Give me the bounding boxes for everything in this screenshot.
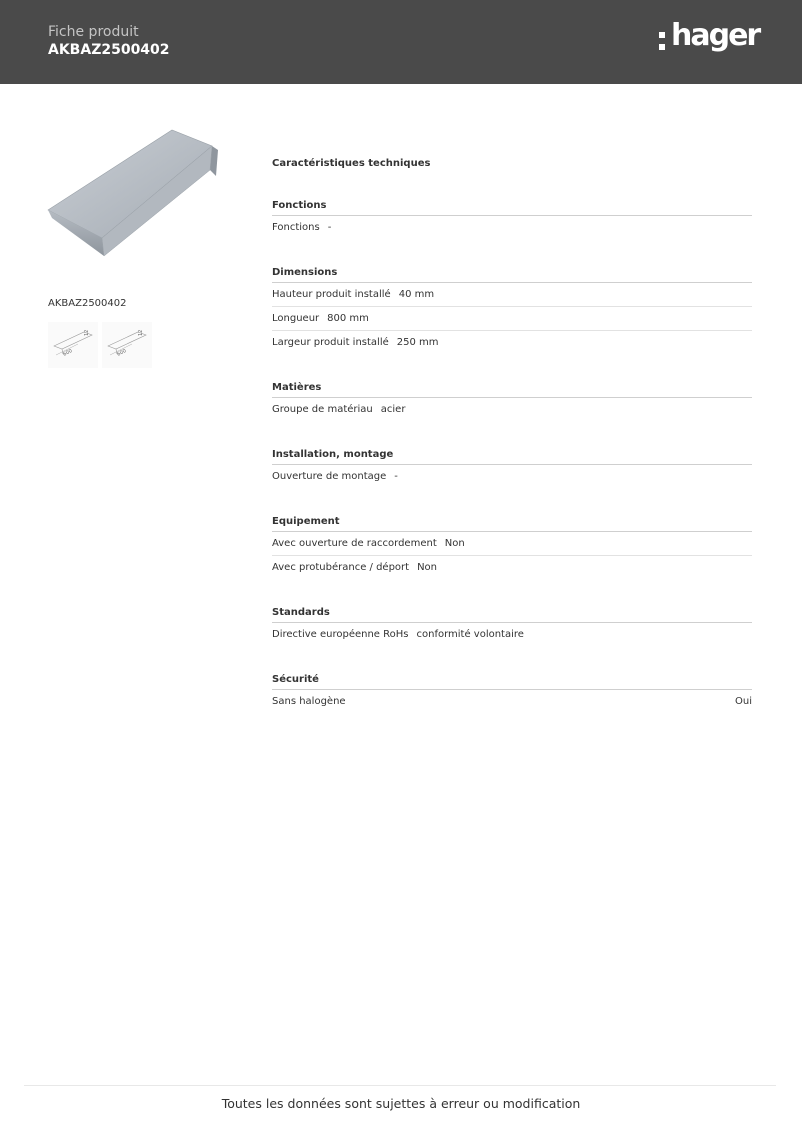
spec-value: acier xyxy=(380,404,406,415)
spec-group-title: Fonctions xyxy=(272,194,752,216)
spec-value: 250 mm xyxy=(396,337,439,348)
spec-row xyxy=(272,465,752,488)
spec-group-title: Sécurité xyxy=(272,668,752,690)
logo-dot-icon xyxy=(659,32,665,38)
technical-specifications xyxy=(272,150,752,713)
spec-label: Longueur xyxy=(272,313,320,324)
product-reference: AKBAZ2500402 xyxy=(48,298,127,309)
spec-row xyxy=(272,556,752,579)
spec-row xyxy=(272,398,752,421)
spec-value: 800 mm xyxy=(327,313,369,324)
spec-label: Avec ouverture de raccordement xyxy=(272,538,437,549)
logo-text: hager xyxy=(671,18,760,53)
spec-row-content xyxy=(272,562,437,573)
spec-label: Largeur produit installé xyxy=(272,337,389,348)
document-reference: AKBAZ2500402 xyxy=(48,42,170,58)
spec-group xyxy=(272,668,752,713)
spec-value: Non xyxy=(444,538,465,549)
spec-group-title: Equipement xyxy=(272,510,752,532)
spec-label: Ouverture de montage xyxy=(272,471,387,482)
spec-group-title: Standards xyxy=(272,601,752,623)
hager-logo xyxy=(655,18,760,60)
dimension-drawing-thumbnail[interactable] xyxy=(48,322,98,368)
dimension-label: 12 xyxy=(138,329,144,336)
spec-row-content xyxy=(272,313,369,324)
spec-label: Avec protubérance / déport xyxy=(272,562,410,573)
spec-group xyxy=(272,194,752,239)
spec-label: Fonctions xyxy=(272,222,320,233)
spec-value: Non xyxy=(417,562,438,573)
spec-label: Hauteur produit installé xyxy=(272,289,391,300)
spec-row-content xyxy=(272,222,331,233)
spec-group xyxy=(272,601,752,646)
spec-row-content xyxy=(272,629,524,640)
spec-group xyxy=(272,261,752,354)
spec-groups xyxy=(272,194,752,713)
spec-group-title: Installation, montage xyxy=(272,443,752,465)
dimension-label: 600 xyxy=(116,347,128,358)
spec-row xyxy=(272,690,752,713)
spec-row xyxy=(272,307,752,331)
spec-value: - xyxy=(394,471,398,482)
spec-value: 40 mm xyxy=(398,289,435,300)
spec-group xyxy=(272,510,752,579)
spec-row-content xyxy=(272,538,465,549)
dimension-drawing-thumbnail[interactable] xyxy=(102,322,152,368)
spec-row xyxy=(272,623,752,646)
spec-label: Sans halogène xyxy=(272,696,346,707)
page-header xyxy=(0,0,802,84)
spec-row xyxy=(272,532,752,556)
spec-row-content xyxy=(272,471,398,482)
spec-row-content xyxy=(272,337,439,348)
spec-group-title: Dimensions xyxy=(272,261,752,283)
spec-group xyxy=(272,443,752,488)
footer-divider xyxy=(24,1085,776,1086)
spec-row-content xyxy=(272,404,405,415)
spec-value: conformité volontaire xyxy=(416,629,524,640)
footer-disclaimer: Toutes les données sont sujettes à erreur ou modification xyxy=(221,1096,581,1111)
spec-value: Oui xyxy=(735,696,752,707)
spec-group-title: Matières xyxy=(272,376,752,398)
spec-row xyxy=(272,216,752,239)
spec-section-title: Caractéristiques techniques xyxy=(272,158,431,169)
spec-row-content xyxy=(272,289,434,300)
spec-label: Groupe de matériau xyxy=(272,404,373,415)
spec-label: Directive européenne RoHs xyxy=(272,629,409,640)
dimension-label: 12 xyxy=(84,329,90,336)
product-image xyxy=(44,126,220,260)
dimension-label: 600 xyxy=(62,347,74,358)
logo-dot-icon xyxy=(659,44,665,50)
spec-value: - xyxy=(327,222,332,233)
spec-row xyxy=(272,283,752,307)
spec-group xyxy=(272,376,752,421)
spec-row xyxy=(272,331,752,354)
document-type: Fiche produit xyxy=(48,24,139,40)
